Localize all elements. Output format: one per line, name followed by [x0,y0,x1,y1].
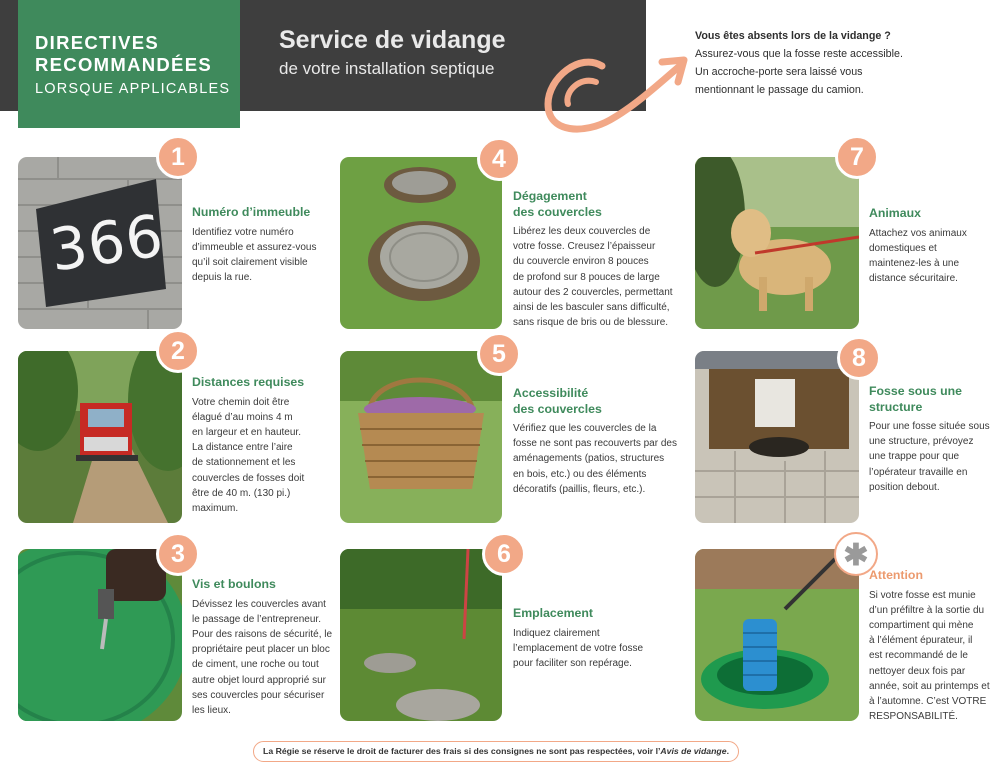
step-badge-7: 7 [835,135,879,179]
instruction-body [869,419,990,495]
body-line: d’immeuble et assurez-vous [192,241,317,253]
instruction-title [513,189,673,220]
body-line: du couvercle environ 8 pouces [513,256,649,268]
instruction-title [869,384,990,415]
instruction-title [192,375,304,391]
body-line: Dévissez les couvercles avant [192,598,326,610]
body-line: Vérifiez que les couvercles de la [513,423,657,434]
footer-text: La Régie se réserve le droit de facturer des frais si des consignes ne sont pas respectées, voir l’ [263,746,661,756]
directives-banner [18,0,240,128]
body-line: Pour une fosse située sous [869,421,990,432]
body-line: élagué d’au moins 4 m [192,411,293,423]
instruction-body [192,225,317,286]
body-line: être de 40 m. (130 pi.) [192,487,291,499]
body-line: l’emplacement de votre fosse [513,642,644,654]
body-line: de ciment, une roche ou tout [192,659,319,671]
instruction-clear-lids [513,189,673,330]
title-line: Animaux [869,206,921,220]
title-line: des couvercles [513,401,602,416]
instruction-body [513,626,643,672]
body-line: position debout. [869,481,940,493]
body-line: sans risque de bris ou de blessure. [513,317,669,329]
body-line: Votre chemin doit être [192,396,290,408]
instruction-title [513,386,677,417]
body-line: une trappe pour que [869,451,960,463]
body-line: compartiment qui mène [869,619,974,631]
body-line: nettoyer deux fois par [869,665,966,677]
body-line: La distance entre l’aire [192,442,293,454]
body-line: fosse ne sont pas recouverts par des [513,438,677,450]
instruction-body [513,224,673,330]
instruction-location [513,606,643,671]
body-line: ainsi de les basculer sans difficulté, [513,302,670,314]
body-line: les lieux. [192,704,231,716]
body-line: Pour des raisons de sécurité, le [192,628,333,640]
footer-end: . [726,746,729,756]
absence-line: Un accroche-porte sera laissé vous [695,66,863,78]
title-line: Fosse sous une [869,384,962,398]
instruction-structure [869,384,990,495]
body-line: Libérez les deux couvercles de [513,226,651,237]
body-line: de profond sur 8 pouces de large [513,271,660,283]
photo-drill-lid [18,549,182,721]
body-line: année, soit au printemps et [869,680,990,692]
body-line: autre objet lourd approprié sur [192,674,326,686]
body-line: pour faciliter son repérage. [513,657,632,669]
body-line: à l’élément épurateur, il [869,635,973,647]
step-badge-4: 4 [477,137,521,181]
instruction-body [192,395,304,517]
footer-link: Avis de vidange [660,746,727,756]
photo-prefilter [695,549,859,721]
body-line: d’un préfiltre à la sortie du [869,604,985,616]
instruction-body [869,226,967,287]
photo-dog [695,157,859,329]
instruction-lid-access [513,386,677,497]
instruction-title [869,568,990,584]
body-line: Attachez vos animaux [869,227,967,239]
body-line: domestiques et [869,242,937,254]
body-line: à l’automne. C’est VOTRE [869,695,987,707]
body-line: de stationnement et les [192,457,296,469]
title-line: Distances requises [192,375,305,389]
instruction-body [513,421,677,497]
instruction-title [192,205,317,221]
body-line: aménagements (patios, structures [513,453,665,465]
title-line: Emplacement [513,606,593,620]
title-line: Attention [869,568,923,582]
body-line: votre fosse. Creusez l’épaisseur [513,241,656,253]
step-badge-2: 2 [156,329,200,373]
photo-house-number [18,157,182,329]
banner-line-3: LORSQUE APPLICABLES [35,81,231,97]
footer-notice [253,741,739,762]
step-badge-5: 5 [477,332,521,376]
body-line: maintenez-les à une [869,257,960,269]
body-line: maximum. [192,502,239,514]
absence-line: Assurez-vous que la fosse reste accessible. [695,48,903,60]
step-badge-3: 3 [156,532,200,576]
step-badge-1: 1 [156,135,200,179]
photo-lids-garden [340,549,502,721]
body-line: le passage de l’entrepreneur. [192,613,321,625]
step-badge-6: 6 [482,532,526,576]
title-line: Dégagement [513,189,587,203]
page-title: Service de vidange [279,26,506,54]
banner-line-1: DIRECTIVES [35,32,160,53]
body-line: ses couvercles pour sécuriser [192,689,325,701]
absence-question: Vous êtes absents lors de la vidange ? [695,30,891,42]
body-line: propriétaire peut placer un bloc [192,644,330,656]
photo-lids-dug [340,157,502,329]
instruction-attention [869,568,990,724]
body-line: Si votre fosse est munie [869,589,976,601]
photo-truck-path [18,351,182,523]
instruction-house-number [192,205,317,285]
instruction-title [513,606,643,622]
step-badge-8: 8 [837,336,881,380]
title-line: Numéro d’immeuble [192,205,311,219]
photo-structure-trapdoor [695,351,859,523]
instruction-body [192,597,332,719]
body-line: qu’il soit clairement visible [192,256,308,268]
instruction-screws [192,577,332,718]
absence-note [695,27,995,99]
body-line: RESPONSABILITÉ. [869,711,958,723]
title-line: des couvercles [513,204,602,219]
body-line: en largeur et en hauteur. [192,426,301,438]
photo-basket [340,351,502,523]
asterisk-icon: ✱ [834,532,878,576]
page-subtitle: de votre installation septique [279,59,495,78]
instruction-title [192,577,332,593]
body-line: l’opérateur travaille en [869,466,968,478]
swoosh-arrow-icon [540,38,690,148]
body-line: est recommandé de le [869,650,968,662]
body-line: décoratifs (paillis, fleurs, etc.). [513,483,646,495]
body-line: une structure, prévoyez [869,436,974,448]
instruction-body [869,588,990,725]
house-number-text: 366 [45,201,168,285]
title-line: Accessibilité [513,386,589,400]
absence-line: mentionnant le passage du camion. [695,84,864,96]
body-line: distance sécuritaire. [869,273,958,285]
body-line: Indiquez clairement [513,627,600,639]
banner-line-2: RECOMMANDÉES [35,54,212,75]
body-line: Identifiez votre numéro [192,226,294,238]
instruction-distances [192,375,304,516]
body-line: en bois, etc.) ou des éléments [513,468,647,480]
title-line: structure [869,399,923,414]
body-line: depuis la rue. [192,272,253,284]
body-line: autour des 2 couvercles, permettant [513,286,673,298]
body-line: couvercles de fosses doit [192,472,305,484]
instruction-animals [869,206,967,286]
title-line: Vis et boulons [192,577,276,591]
instruction-title [869,206,967,222]
